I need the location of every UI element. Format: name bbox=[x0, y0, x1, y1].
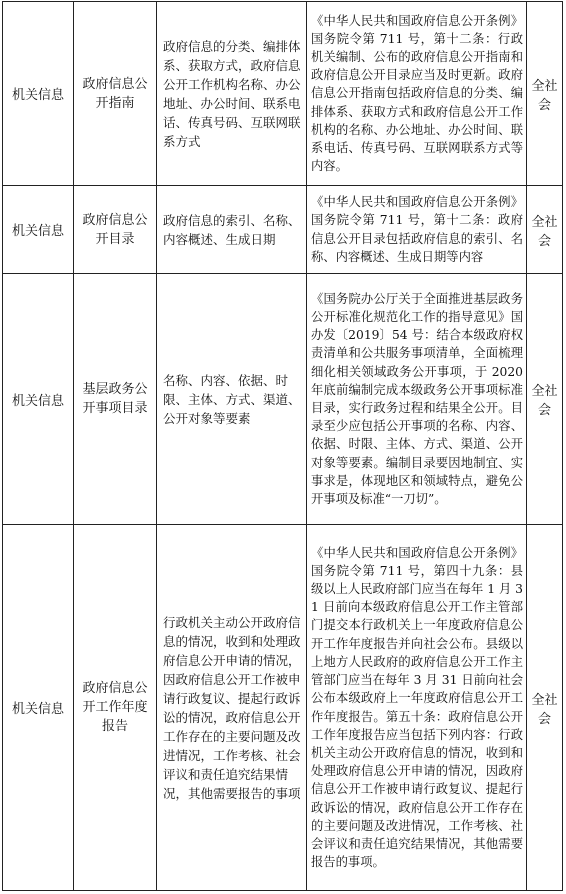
scope-text: 全社会 bbox=[531, 78, 558, 113]
category-cell bbox=[3, 525, 74, 891]
category-cell bbox=[3, 186, 74, 274]
scope-cell bbox=[527, 274, 563, 525]
scope-text: 全社会 bbox=[531, 692, 558, 727]
basis-cell bbox=[307, 525, 527, 891]
item-cell bbox=[74, 186, 157, 274]
item-text: 政府信息公开指南 bbox=[82, 76, 148, 111]
content-text: 名称、内容、依据、时限、主体、方式、渠道、公开对象等要素 bbox=[163, 372, 301, 426]
content-cell bbox=[157, 525, 307, 891]
basis-text: 《中华人民共和国政府信息公开条例》国务院令第 711 号，第十二条：政府信息公开目录包括政府信息的索引、名称、内容概述、生成日期等内容 bbox=[311, 195, 523, 264]
category-cell bbox=[3, 274, 74, 525]
item-text: 政府信息公开工作年度报告 bbox=[82, 681, 148, 734]
item-cell bbox=[74, 525, 157, 891]
basis-text: 《中华人民共和国政府信息公开条例》国务院令第 711 号，第四十九条：县级以上人民政府部门应当在每年 1 月 31 日前向本级政府信息公开工作主管部门提交本行政机关上一年度政府信息公开工作年度报告并向社会公布。县级以上地方人民政府的政府信息公开工作主管部门应当在每年 3 月 31 日前向社会公布本级政府上一年度政府信息公开工作年度报告。第五十条：政府信息公开工作年度报告应当包括下列内容：行政机关主动公开政府信息的情况，收到和处理政府信息公开申请的情况，因政府信息公开工作被申请行政复议、提起行政诉讼的情况，政府信息公开工作存在的主要问题及改进情况，工作考核、社会评议和责任追究结果情况，其他需要报告的事项。 bbox=[311, 545, 523, 870]
scope-cell bbox=[527, 2, 563, 186]
content-text: 行政机关主动公开政府信息的情况，收到和处理政府信息公开申请的情况，因政府信息公开工作被申请行政复议、提起行政诉讼的情况，政府信息公开工作存在的主要问题及改进情况，工作考核、社会评议和责任追究结果情况，其他需要报告的事项 bbox=[163, 614, 301, 801]
table-row bbox=[3, 2, 563, 186]
category-text: 机关信息 bbox=[11, 88, 64, 103]
content-cell bbox=[157, 274, 307, 525]
content-cell bbox=[157, 2, 307, 186]
content-cell bbox=[157, 186, 307, 274]
table-row bbox=[3, 186, 563, 274]
category-text: 机关信息 bbox=[11, 702, 64, 717]
basis-cell bbox=[307, 274, 527, 525]
table-row bbox=[3, 525, 563, 891]
basis-text: 《国务院办公厅关于全面推进基层政务公开标准化规范化工作的指导意见》国办发〔2019〕54 号：结合本级政府权责清单和公共服务事项清单，全面梳理细化相关领域政务公开事项，于 2020 年底前编制完成本级政务公开事项标准目录，实行政务过程和结果全公开。目录至少应包括公开事项的名称、内容、依据、时限、主体、方式、渠道、公开对象等要素。编制目录要因地制宜、实事求是，体现地区和领域特点，避免公开事项及标准“一刀切”。 bbox=[311, 291, 523, 507]
item-text: 政府信息公开目录 bbox=[82, 212, 148, 247]
category-text: 机关信息 bbox=[11, 224, 64, 239]
category-cell bbox=[3, 2, 74, 186]
basis-text: 《中华人民共和国政府信息公开条例》国务院令第 711 号，第十二条：行政机关编制、公布的政府信息公开指南和政府信息公开目录应当及时更新。政府信息公开指南包括政府信息的分类、编排体系、获取方式和政府信息公开工作机构的名称、办公地址、办公时间、联系电话、传真号码、互联网联系方式等内容。 bbox=[311, 13, 523, 174]
table-row bbox=[3, 274, 563, 525]
basis-cell bbox=[307, 186, 527, 274]
item-text: 基层政务公开事项目录 bbox=[82, 382, 148, 416]
category-text: 机关信息 bbox=[11, 393, 64, 409]
basis-cell bbox=[307, 2, 527, 186]
item-cell bbox=[74, 274, 157, 525]
content-text: 政府信息的索引、名称、内容概述、生成日期 bbox=[163, 212, 301, 247]
scope-cell bbox=[527, 186, 563, 274]
item-cell bbox=[74, 2, 157, 186]
disclosure-catalog-table bbox=[2, 1, 563, 891]
scope-text: 全社会 bbox=[531, 384, 558, 418]
scope-text: 全社会 bbox=[531, 214, 558, 249]
scope-cell bbox=[527, 525, 563, 891]
content-text: 政府信息的分类、编排体系、获取方式，政府信息公开工作机构名称、办公地址、办公时间、联系电话、传真号码、互联网联系方式 bbox=[163, 38, 301, 149]
